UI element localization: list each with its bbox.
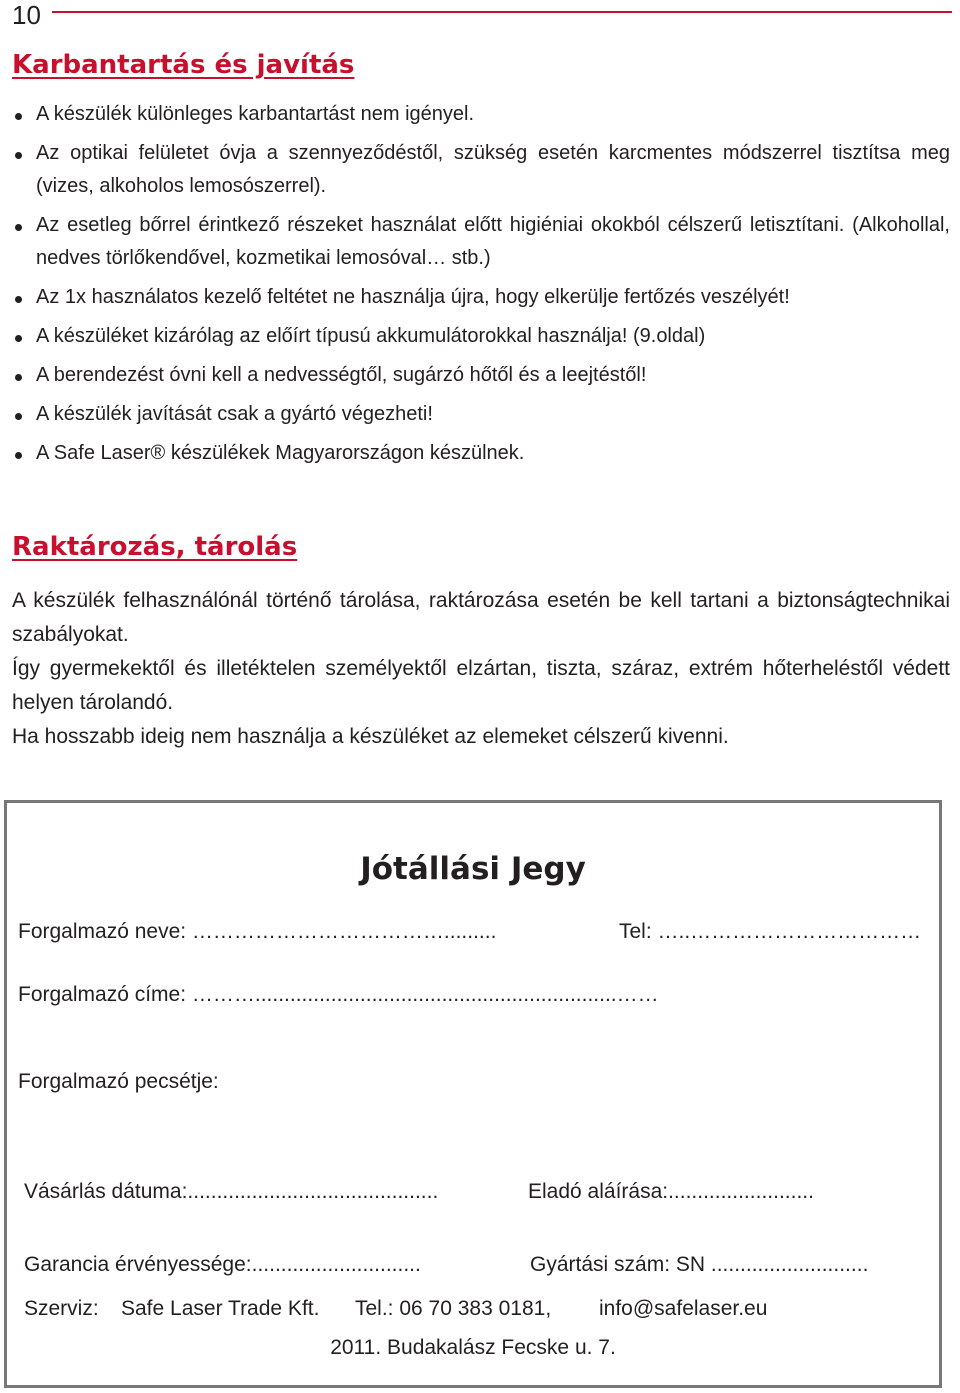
bullet-icon bbox=[15, 152, 22, 159]
distributor-name-field: Forgalmazó neve: ………………………………......... bbox=[18, 920, 497, 943]
distributor-stamp-field: Forgalmazó pecsétje: bbox=[18, 1070, 219, 1093]
bullet-icon bbox=[15, 113, 22, 120]
warranty-validity-field: Garancia érvényessége:............................. bbox=[24, 1253, 421, 1276]
list-item: A készülék különleges karbantartást nem igényel. bbox=[12, 98, 950, 131]
distributor-address-field: Forgalmazó címe: ………..............................................................…… bbox=[18, 983, 659, 1006]
bullet-icon bbox=[15, 452, 22, 459]
list-item: A készülék javítását csak a gyártó végezheti! bbox=[12, 398, 950, 431]
phone-field: Tel: …..…………………………… bbox=[619, 920, 922, 943]
maintenance-list bbox=[12, 98, 950, 476]
list-item: A készüléket kizárólag az előírt típusú akkumulátorokkal használja! (9.oldal) bbox=[12, 320, 950, 353]
service-company: Safe Laser Trade Kft. bbox=[121, 1297, 320, 1320]
purchase-date-field: Vásárlás dátuma:........................................... bbox=[24, 1180, 439, 1203]
service-address: 2011. Budakalász Fecske u. 7. bbox=[330, 1336, 616, 1359]
service-phone: Tel.: 06 70 383 0181, bbox=[355, 1297, 552, 1320]
bullet-icon bbox=[15, 374, 22, 381]
serial-number-field: Gyártási szám: SN ........................... bbox=[530, 1253, 869, 1276]
bullet-icon bbox=[15, 413, 22, 420]
storage-paragraph: Ha hosszabb ideig nem használja a készüléket az elemeket célszerű kivenni. bbox=[12, 725, 729, 748]
seller-signature-field: Eladó aláírása:......................... bbox=[528, 1180, 814, 1203]
list-item: Az 1x használatos kezelő feltétet ne használja újra, hogy elkerülje fertőzés veszélyét! bbox=[12, 281, 950, 314]
warranty-card bbox=[4, 800, 942, 1388]
list-item: Az optikai felületet óvja a szennyeződéstől, szükség esetén karcmentes módszerrel tisztítsa meg (vizes, alkoholos lemosószerrel). bbox=[12, 137, 950, 203]
page-number: 10 bbox=[12, 0, 41, 30]
bullet-icon bbox=[15, 335, 22, 342]
storage-text bbox=[12, 584, 950, 754]
bullet-icon bbox=[15, 224, 22, 231]
storage-paragraph: A készülék felhasználónál történő tárolása, raktározása esetén be kell tartani a biztonságtechnikai szabályokat. bbox=[12, 589, 950, 646]
bullet-icon bbox=[15, 296, 22, 303]
list-item: A berendezést óvni kell a nedvességtől, sugárzó hőtől és a leejtéstől! bbox=[12, 359, 950, 392]
warranty-title: Jótállási Jegy bbox=[360, 851, 586, 887]
storage-paragraph: Így gyermekektől és illetéktelen személyektől elzártan, tiszta, száraz, extrém hőterheléstől védett helyen tárolandó. bbox=[12, 657, 950, 714]
maintenance-heading: Karbantartás és javítás bbox=[12, 50, 355, 80]
service-label: Szerviz: bbox=[24, 1297, 99, 1320]
service-email: info@safelaser.eu bbox=[599, 1297, 768, 1320]
list-item: Az esetleg bőrrel érintkező részeket használat előtt higiéniai okokból célszerű letisztítani. (Alkohollal, nedves törlőkendővel, kozmetikai lemosóval… stb.) bbox=[12, 209, 950, 275]
list-item: A Safe Laser® készülékek Magyarországon készülnek. bbox=[12, 437, 950, 470]
storage-heading: Raktározás, tárolás bbox=[12, 532, 298, 562]
header-rule bbox=[52, 11, 952, 13]
